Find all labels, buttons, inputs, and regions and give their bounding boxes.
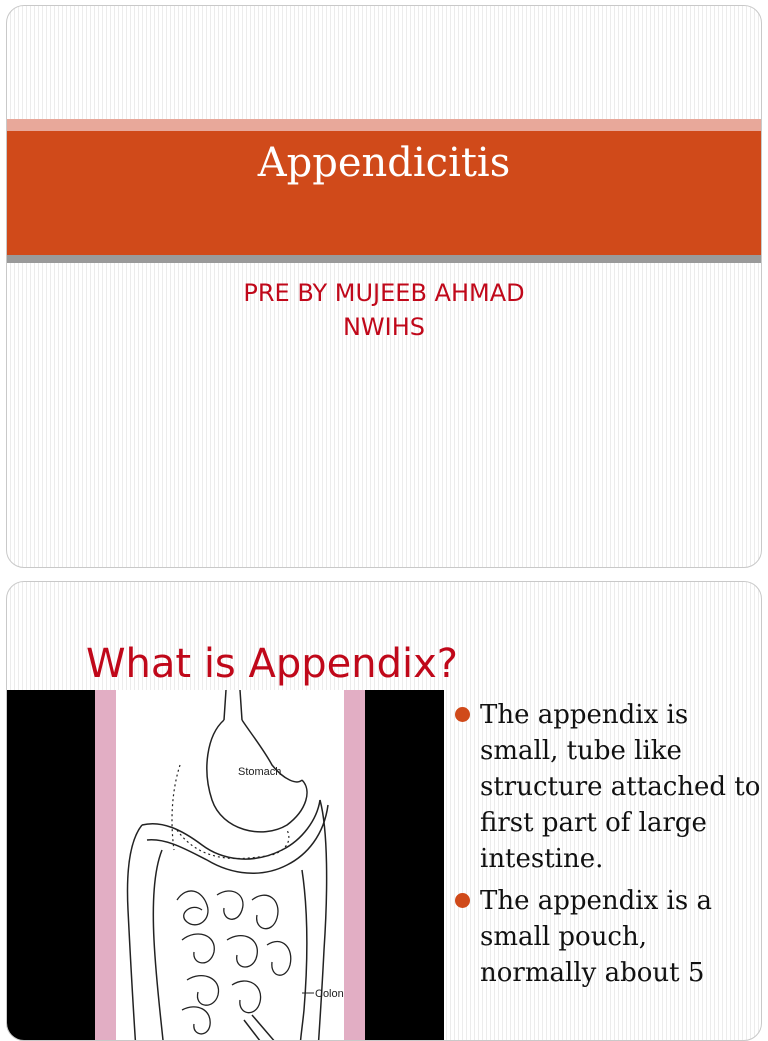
title-band-accent	[7, 119, 761, 131]
bullet-item	[453, 883, 762, 991]
colon-label: Colon	[315, 988, 344, 1000]
bullet-dot-icon	[455, 893, 470, 908]
drawing-area	[116, 690, 344, 1041]
bullet-dot-icon	[455, 707, 470, 722]
slide-title: Appendicitis	[257, 140, 511, 186]
stomach-label: Stomach	[238, 766, 282, 778]
bullet-item	[453, 697, 762, 877]
bullet-text: The appendix is small, tube like structure attached to first part of large intestine.	[480, 700, 761, 874]
title-slide	[6, 5, 762, 568]
digestive-system-diagram	[6, 690, 444, 1041]
content-slide	[6, 581, 762, 1041]
bullet-list	[453, 697, 762, 997]
subtitle-line-org: NWIHS	[342, 313, 426, 341]
slide-subtitle	[7, 276, 761, 344]
digestive-system-illustration	[6, 690, 444, 1041]
slide-heading: What is Appendix?	[86, 641, 458, 687]
subtitle-line-author: PRE BY MUJEEB AHMAD	[243, 279, 525, 307]
bullet-text: The appendix is a small pouch, normally about 5	[480, 886, 712, 988]
